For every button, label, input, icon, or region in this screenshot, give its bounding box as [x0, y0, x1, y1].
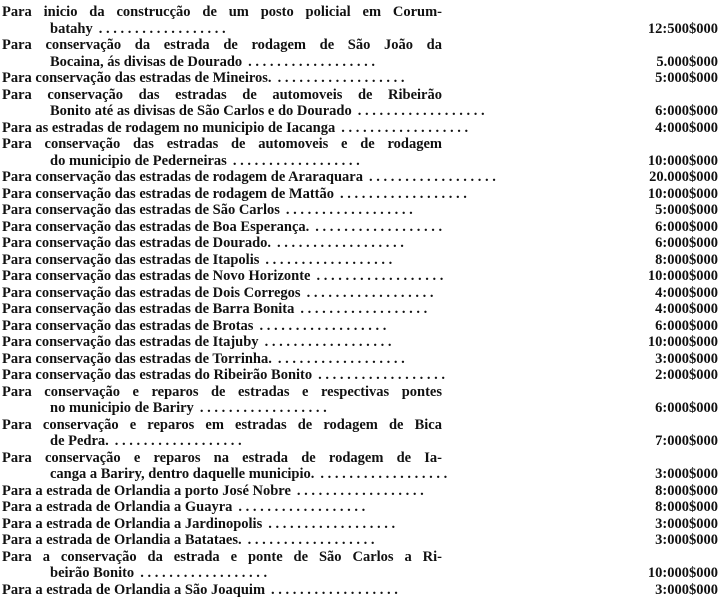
- entry-description: Para conservação das estradas de Dourado.: [2, 235, 272, 251]
- entry-text-wrap: [50, 21, 442, 38]
- entry-description: Para conservação das estradas de Itapolis: [2, 251, 260, 268]
- entry-amount: 20.000$000: [649, 169, 718, 185]
- dot-leader: . . . . . . . . . . . . . . . . . .: [271, 581, 398, 598]
- entry-text-wrap: [50, 565, 442, 582]
- entry-description: de Pedra.: [50, 433, 109, 449]
- entry-description: Para conservação e reparos de estradas e respectivas pontes: [2, 383, 442, 400]
- entry-amount: 6:000$000: [655, 400, 718, 416]
- entry-amount: 8:000$000: [655, 499, 718, 515]
- entry-description: Para a estrada de Orlandia a São Joaquim: [2, 581, 266, 598]
- dot-leader: . . . . . . . . . . . . . . . . . .: [268, 515, 396, 532]
- entry-line: [0, 483, 720, 500]
- dot-leader: . . . . . . . . . . . . . . . . . .: [316, 268, 444, 284]
- entry-line: [0, 532, 720, 549]
- entry-description: Para conservação da estrada de rodagem de São João da: [2, 37, 442, 53]
- budget-entry: [0, 4, 720, 37]
- budget-entry: [0, 301, 720, 318]
- dot-leader: . . . . . . . . . . . . . . . . . .: [318, 367, 445, 383]
- entry-line: [0, 516, 720, 533]
- entry-text-wrap: [2, 219, 442, 236]
- dot-leader: . . . . . . . . . . . . . . . . . .: [315, 218, 443, 235]
- budget-entry: [0, 351, 720, 368]
- entry-description: Bonito até as divisas de São Carlos e do Dourado: [50, 103, 352, 119]
- entry-description: do municipio de Pederneiras: [50, 152, 227, 169]
- entry-line: [0, 54, 720, 71]
- entry-line: [0, 186, 720, 203]
- dot-leader: . . . . . . . . . . . . . . . . . .: [277, 70, 405, 86]
- budget-entry: [0, 417, 720, 450]
- entry-amount: 3:000$000: [655, 532, 718, 548]
- dot-leader: . . . . . . . . . . . . . . . . . .: [248, 53, 376, 70]
- entry-text-wrap: [2, 351, 442, 368]
- entry-amount: 6:000$000: [655, 235, 718, 251]
- entry-line: [0, 120, 720, 137]
- entry-text-wrap: [2, 318, 442, 335]
- budget-entry: [0, 318, 720, 335]
- entry-amount: 10:000$000: [647, 268, 718, 284]
- entry-line: [0, 384, 720, 401]
- entry-amount: 4:000$000: [655, 301, 718, 317]
- entry-text-wrap: [2, 532, 442, 549]
- entry-description: Para conservação das estradas de rodagem de Araraquara: [2, 169, 363, 185]
- entry-amount: 5.000$000: [656, 53, 718, 70]
- entry-description: Para a estrada de Orlandia a Guayra: [2, 499, 233, 515]
- entry-amount: 12:500$000: [647, 20, 718, 37]
- entry-line: [0, 235, 720, 252]
- entry-description: Para conservação das estradas de São Carlos: [2, 202, 280, 218]
- dot-leader: . . . . . . . . . . . . . . . . . .: [277, 235, 404, 251]
- dot-leader: . . . . . . . . . . . . . . . . . .: [369, 169, 496, 185]
- dot-leader: . . . . . . . . . . . . . . . . . .: [259, 317, 387, 334]
- budget-entry: [0, 202, 720, 219]
- entry-line: [0, 136, 720, 153]
- entry-amount: 8:000$000: [655, 251, 718, 268]
- entry-description: Para conservação e reparos na estrada de rodagem de Ia-: [2, 449, 442, 466]
- entry-text-wrap: [2, 285, 442, 302]
- entry-description: Para a estrada de Orlandia a Jardinopolis: [2, 515, 263, 532]
- entry-description: Para a conservação da estrada e ponte de São Carlos a Ri-: [2, 548, 442, 565]
- entry-description: Para conservação das estradas de Torrinha.: [2, 350, 272, 367]
- budget-entry: [0, 186, 720, 203]
- entry-line: [0, 367, 720, 384]
- entry-amount: 4:000$000: [655, 119, 718, 136]
- entry-text-wrap: [2, 516, 442, 533]
- entry-description: Para a estrada de Orlandia a Batataes.: [2, 532, 242, 548]
- entry-description: Para conservação das estradas de Mineiros.: [2, 70, 272, 86]
- entry-amount: 5:000$000: [655, 70, 718, 86]
- budget-entry: [0, 450, 720, 483]
- entry-amount: 6:000$000: [655, 317, 718, 334]
- entry-amount: 5:000$000: [655, 202, 718, 218]
- entry-description: canga a Bariry, dentro daquelle municipio.: [50, 466, 315, 482]
- budget-entry: [0, 70, 720, 87]
- entry-text-wrap: [50, 153, 442, 170]
- entry-line: [0, 549, 720, 566]
- entry-line: [0, 37, 720, 54]
- entry-text-wrap: [2, 483, 442, 500]
- entry-line: [0, 252, 720, 269]
- budget-entry: [0, 532, 720, 549]
- entry-description: Para as estradas de rodagem no municipio de Iacanga: [2, 119, 336, 136]
- entry-line: [0, 400, 720, 417]
- entry-line: [0, 301, 720, 318]
- entry-description: Para conservação das estradas de automoveis de Ribeirão: [2, 86, 442, 103]
- budget-entry: [0, 136, 720, 169]
- entry-line: [0, 103, 720, 120]
- budget-entry: [0, 483, 720, 500]
- entry-amount: 3:000$000: [655, 515, 718, 532]
- entry-amount: 10:000$000: [647, 565, 718, 581]
- entry-description: no municipio de Bariry: [50, 400, 194, 416]
- dot-leader: . . . . . . . . . . . . . . . . . .: [98, 20, 226, 37]
- entry-text-wrap: [2, 185, 467, 203]
- entry-description: Para conservação das estradas do Ribeirão Bonito: [2, 367, 313, 383]
- entry-amount: 6:000$000: [655, 103, 718, 119]
- budget-entry: [0, 219, 720, 236]
- entry-text-wrap: [50, 433, 442, 450]
- entry-description: Para conservação e reparos em estradas de rodagem de Bica: [2, 416, 442, 433]
- entry-description: Para conservação das estradas de Barra Bonita: [2, 301, 295, 317]
- dot-leader: . . . . . . . . . . . . . . . . . .: [341, 119, 469, 136]
- budget-entry: [0, 549, 720, 582]
- entry-amount: 3:000$000: [655, 350, 718, 367]
- entry-text-wrap: [2, 268, 442, 285]
- entry-line: [0, 219, 720, 236]
- dot-leader: . . . . . . . . . . . . . . . . . .: [285, 202, 413, 218]
- entry-description: Para conservação das estradas de automoveis e de rodagem: [2, 136, 442, 152]
- budget-entry: [0, 367, 720, 384]
- budget-entry: [0, 37, 720, 70]
- dot-leader: . . . . . . . . . . . . . . . . . .: [296, 482, 424, 499]
- entry-line: [0, 334, 720, 351]
- budget-entry: [0, 235, 720, 252]
- entry-description: Para inicio da construcção de um posto policial em Corum-: [2, 4, 442, 20]
- entry-text-wrap: [50, 103, 485, 120]
- budget-entry: [0, 87, 720, 120]
- entry-line: [0, 565, 720, 582]
- entry-line: [0, 70, 720, 87]
- entry-line: [0, 466, 720, 483]
- entry-text-wrap: [2, 582, 442, 599]
- entry-description: Para conservação das estradas de Boa Esperança.: [2, 218, 310, 235]
- entry-line: [0, 169, 720, 186]
- entry-amount: 6:000$000: [655, 218, 718, 235]
- entry-description: Para a estrada de Orlandia a porto José Nobre: [2, 482, 291, 499]
- entry-text-wrap: [2, 119, 469, 137]
- entry-text-wrap: [2, 334, 442, 351]
- entry-description: Bocaina, ás divisas de Dourado: [50, 53, 243, 70]
- entry-amount: 10:000$000: [647, 334, 718, 350]
- dot-leader: . . . . . . . . . . . . . . . . . .: [300, 301, 428, 317]
- entry-amount: 8:000$000: [655, 482, 718, 499]
- entry-description: beirão Bonito: [50, 565, 135, 581]
- entry-line: [0, 433, 720, 450]
- dot-leader: . . . . . . . . . . . . . . . . . .: [320, 466, 448, 482]
- entry-description: Para conservação das estradas de rodagem de Mattão: [2, 185, 334, 202]
- budget-entry: [0, 499, 720, 516]
- entry-line: [0, 153, 720, 170]
- dot-leader: . . . . . . . . . . . . . . . . . .: [199, 400, 327, 416]
- entry-line: [0, 351, 720, 368]
- entry-description: batahy: [50, 20, 93, 37]
- entry-amount: 3:000$000: [655, 581, 718, 598]
- dot-leader: . . . . . . . . . . . . . . . . . .: [277, 350, 405, 367]
- budget-entry: [0, 516, 720, 533]
- entry-amount: 2:000$000: [655, 367, 718, 383]
- dot-leader: . . . . . . . . . . . . . . . . . .: [232, 152, 360, 169]
- dot-leader: . . . . . . . . . . . . . . . . . .: [238, 499, 366, 515]
- entry-line: [0, 285, 720, 302]
- budget-entry: [0, 384, 720, 417]
- entry-line: [0, 202, 720, 219]
- entry-text-wrap: [2, 70, 442, 87]
- budget-entry: [0, 252, 720, 269]
- dot-leader: . . . . . . . . . . . . . . . . . .: [264, 334, 392, 350]
- entry-line: [0, 268, 720, 285]
- entry-amount: 7:000$000: [655, 433, 718, 449]
- budget-entry: [0, 582, 720, 599]
- entry-description: Para conservação das estradas de Novo Horizonte: [2, 268, 311, 284]
- dot-leader: . . . . . . . . . . . . . . . . . .: [265, 251, 393, 268]
- entry-text-wrap: [2, 169, 496, 186]
- entry-line: [0, 21, 720, 38]
- entry-description: Para conservação das estradas de Brotas: [2, 317, 254, 334]
- budget-entry: [0, 334, 720, 351]
- dot-leader: . . . . . . . . . . . . . . . . . .: [306, 284, 434, 301]
- entry-text-wrap: [2, 301, 442, 318]
- entry-amount: 10:000$000: [647, 152, 718, 169]
- entry-line: [0, 318, 720, 335]
- dot-leader: . . . . . . . . . . . . . . . . . .: [247, 532, 375, 548]
- entry-text-wrap: [50, 54, 442, 71]
- dot-leader: . . . . . . . . . . . . . . . . . .: [357, 103, 485, 119]
- entry-text-wrap: [2, 202, 442, 219]
- entry-line: [0, 417, 720, 434]
- entry-text-wrap: [2, 252, 442, 269]
- entry-text-wrap: [50, 400, 442, 417]
- entry-amount: 4:000$000: [655, 284, 718, 301]
- entry-line: [0, 582, 720, 599]
- entry-text-wrap: [2, 367, 445, 384]
- budget-entry: [0, 285, 720, 302]
- budget-entry: [0, 268, 720, 285]
- dot-leader: . . . . . . . . . . . . . . . . . .: [339, 185, 467, 202]
- entry-text-wrap: [2, 499, 442, 516]
- entry-amount: 3:000$000: [655, 466, 718, 482]
- dot-leader: . . . . . . . . . . . . . . . . . .: [114, 433, 242, 449]
- entry-text-wrap: [50, 466, 448, 483]
- entry-line: [0, 87, 720, 104]
- entry-amount: 10:000$000: [647, 185, 718, 202]
- entry-description: Para conservação das estradas de Dois Corregos: [2, 284, 301, 301]
- budget-entry: [0, 120, 720, 137]
- entry-text-wrap: [2, 235, 442, 252]
- entry-line: [0, 450, 720, 467]
- entry-line: [0, 499, 720, 516]
- entry-description: Para conservação das estradas de Itajuby: [2, 334, 259, 350]
- entry-line: [0, 4, 720, 21]
- dot-leader: . . . . . . . . . . . . . . . . . .: [140, 565, 268, 581]
- budget-entry: [0, 169, 720, 186]
